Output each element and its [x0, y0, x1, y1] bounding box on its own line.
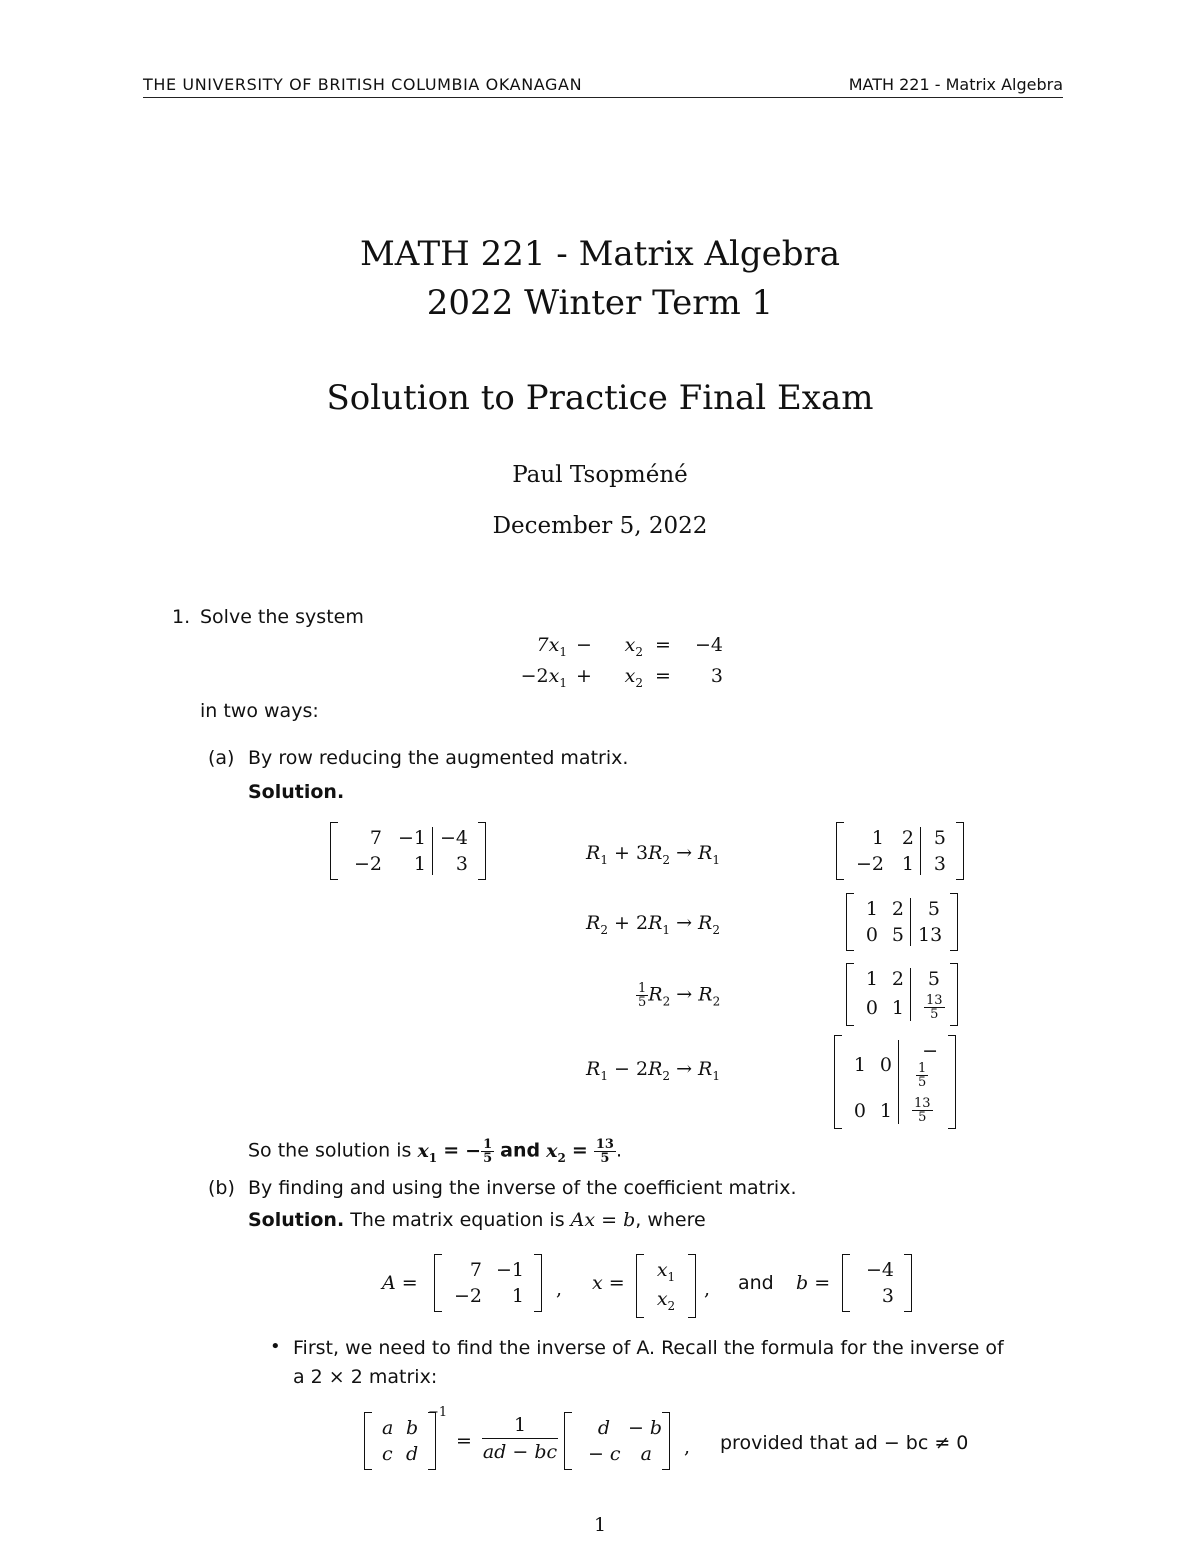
- cell: d: [597, 1417, 610, 1439]
- cell-fraction: − $\frac{1}{5}$: [918, 1040, 938, 1090]
- inverse-fraction: 1 ad − bc: [482, 1414, 558, 1463]
- date: December 5, 2022: [492, 513, 708, 539]
- formula-proviso: provided that ad − bc ≠ 0: [720, 1432, 969, 1454]
- running-header-left: THE UNIVERSITY OF BRITISH COLUMBIA OKANAGAN: [143, 75, 583, 94]
- cell: −4: [440, 827, 469, 849]
- cell: d: [406, 1443, 419, 1465]
- question-number: 1.: [172, 606, 191, 628]
- cell: 0: [865, 924, 878, 946]
- matrix-A: [434, 1254, 542, 1312]
- cell: 1: [871, 827, 884, 849]
- inverse-exponent: −1: [428, 1405, 448, 1420]
- question-after: in two ways:: [200, 700, 319, 722]
- cell: −1: [397, 827, 426, 849]
- cell: − b: [628, 1417, 663, 1439]
- cell: 1: [865, 898, 878, 920]
- cell: a: [640, 1443, 652, 1465]
- cell: 2: [901, 827, 914, 849]
- cell: 3: [881, 1285, 894, 1307]
- cell: −2: [453, 1285, 482, 1307]
- course-title: MATH 221 - Matrix Algebra: [359, 234, 841, 274]
- cell: 1: [891, 996, 904, 1019]
- cell: $x_2$: [656, 1287, 676, 1313]
- eq1-term1: $7x_1$: [536, 634, 567, 659]
- eq2-equals: =: [655, 664, 671, 687]
- cell: 7: [469, 1259, 482, 1281]
- eq1-equals: =: [655, 634, 671, 656]
- cell: $x_1$: [656, 1259, 676, 1284]
- cell: a: [382, 1417, 394, 1439]
- generic-matrix: [364, 1412, 436, 1470]
- cell-fraction: $\frac{13}{5}$: [926, 993, 943, 1022]
- cell: 5: [927, 898, 940, 920]
- part-a-conclusion: So the solution is $x_1$ = − $\frac{1}{5}$ and $x_2$ = $\frac{13}{5}$ .: [248, 1137, 623, 1166]
- cell: b: [406, 1417, 419, 1439]
- cell: 7: [369, 827, 382, 849]
- part-a-label: (a): [208, 747, 235, 769]
- question-prompt: Solve the system: [200, 606, 364, 628]
- part-a-text: By row reducing the augmented matrix.: [248, 747, 629, 769]
- cell: 3: [933, 853, 946, 875]
- cell: 1: [865, 968, 878, 990]
- cell: 1: [879, 1099, 892, 1122]
- cell: − c: [588, 1443, 621, 1465]
- header-rule: [143, 97, 1063, 98]
- cell: 5: [927, 968, 940, 990]
- A-label: A =: [382, 1272, 418, 1294]
- conclusion-prefix: So the solution is: [248, 1139, 412, 1162]
- step-2-matrix: [846, 893, 958, 951]
- adjugate-matrix: [564, 1412, 670, 1470]
- row-op-2: $R_2 + 2R_1 \to R_2$: [586, 912, 720, 937]
- x1-value: − $\frac{1}{5}$: [465, 1137, 493, 1166]
- cell: 1: [413, 853, 426, 875]
- author: Paul Tsopméné: [512, 462, 688, 488]
- conclusion-and: and: [500, 1139, 541, 1162]
- step-1-matrix: [836, 822, 964, 880]
- system-of-equations: [505, 634, 723, 690]
- cell: 13: [918, 924, 943, 946]
- vector-b: [842, 1254, 912, 1312]
- augmented-matrix-start: [330, 822, 486, 880]
- and-word: and: [738, 1272, 774, 1294]
- part-b-label: (b): [208, 1177, 235, 1199]
- cell: 3: [455, 853, 468, 875]
- term-title: 2022 Winter Term 1: [426, 283, 774, 323]
- row-op-1: $R_1 + 3R_2 \to R_1$: [586, 842, 720, 867]
- cell: 5: [891, 924, 904, 946]
- eq1-op: −: [576, 634, 592, 656]
- step-4-matrix: [834, 1035, 956, 1129]
- x2-value: $\frac{13}{5}$: [595, 1137, 614, 1166]
- vector-x: [636, 1254, 696, 1318]
- step-3-matrix: [846, 963, 958, 1026]
- part-a-solution-label: Solution.: [248, 781, 345, 803]
- b-label: b =: [796, 1272, 831, 1294]
- bullet-icon: •: [270, 1336, 281, 1357]
- cell: 0: [853, 1099, 866, 1122]
- eq1-rhs: −4: [694, 634, 723, 656]
- cell: −4: [865, 1259, 894, 1281]
- cell: 1: [853, 1053, 866, 1076]
- eq2-term1: $-2x_1$: [520, 664, 567, 690]
- part-b-text: By finding and using the inverse of the coefficient matrix.: [248, 1177, 797, 1199]
- bullet-text-1: First, we need to find the inverse of A. Recall the formula for the inverse of: [293, 1337, 1004, 1359]
- cell: c: [382, 1443, 393, 1465]
- eq1-term2: $x_2$: [624, 634, 643, 659]
- cell: 0: [865, 996, 878, 1019]
- document-title: Solution to Practice Final Exam: [326, 378, 874, 418]
- row-op-4: $R_1 - 2R_2 \to R_1$: [586, 1058, 720, 1083]
- eq2-op: +: [576, 664, 592, 687]
- running-header-right: MATH 221 - Matrix Algebra: [848, 75, 1063, 94]
- x2-solution: $x_2$: [546, 1139, 566, 1165]
- cell: −1: [495, 1259, 524, 1281]
- page-number: 1: [593, 1514, 607, 1536]
- cell: 0: [879, 1053, 892, 1076]
- cell: 1: [511, 1285, 524, 1307]
- eq2-term2: $x_2$: [624, 664, 643, 690]
- eq2-rhs: 3: [710, 664, 723, 687]
- bullet-text-2: a 2 × 2 matrix:: [293, 1366, 438, 1388]
- cell: 2: [891, 968, 904, 990]
- x1-solution: $x_1$: [417, 1139, 438, 1165]
- row-op-3: $\frac{1}{5}$ $R_2 \to R_2$: [638, 981, 721, 1010]
- cell: 5: [933, 827, 946, 849]
- cell: 1: [901, 853, 914, 875]
- part-b-solution-label: Solution.: [248, 1209, 345, 1231]
- part-b-solution: Solution. The matrix equation is Ax = b, where: [248, 1209, 706, 1231]
- cell: −2: [855, 853, 884, 875]
- cell: 2: [891, 898, 904, 920]
- x-label: x =: [592, 1272, 625, 1294]
- cell: −2: [353, 853, 382, 875]
- cell-fraction: $\frac{13}{5}$: [914, 1096, 931, 1125]
